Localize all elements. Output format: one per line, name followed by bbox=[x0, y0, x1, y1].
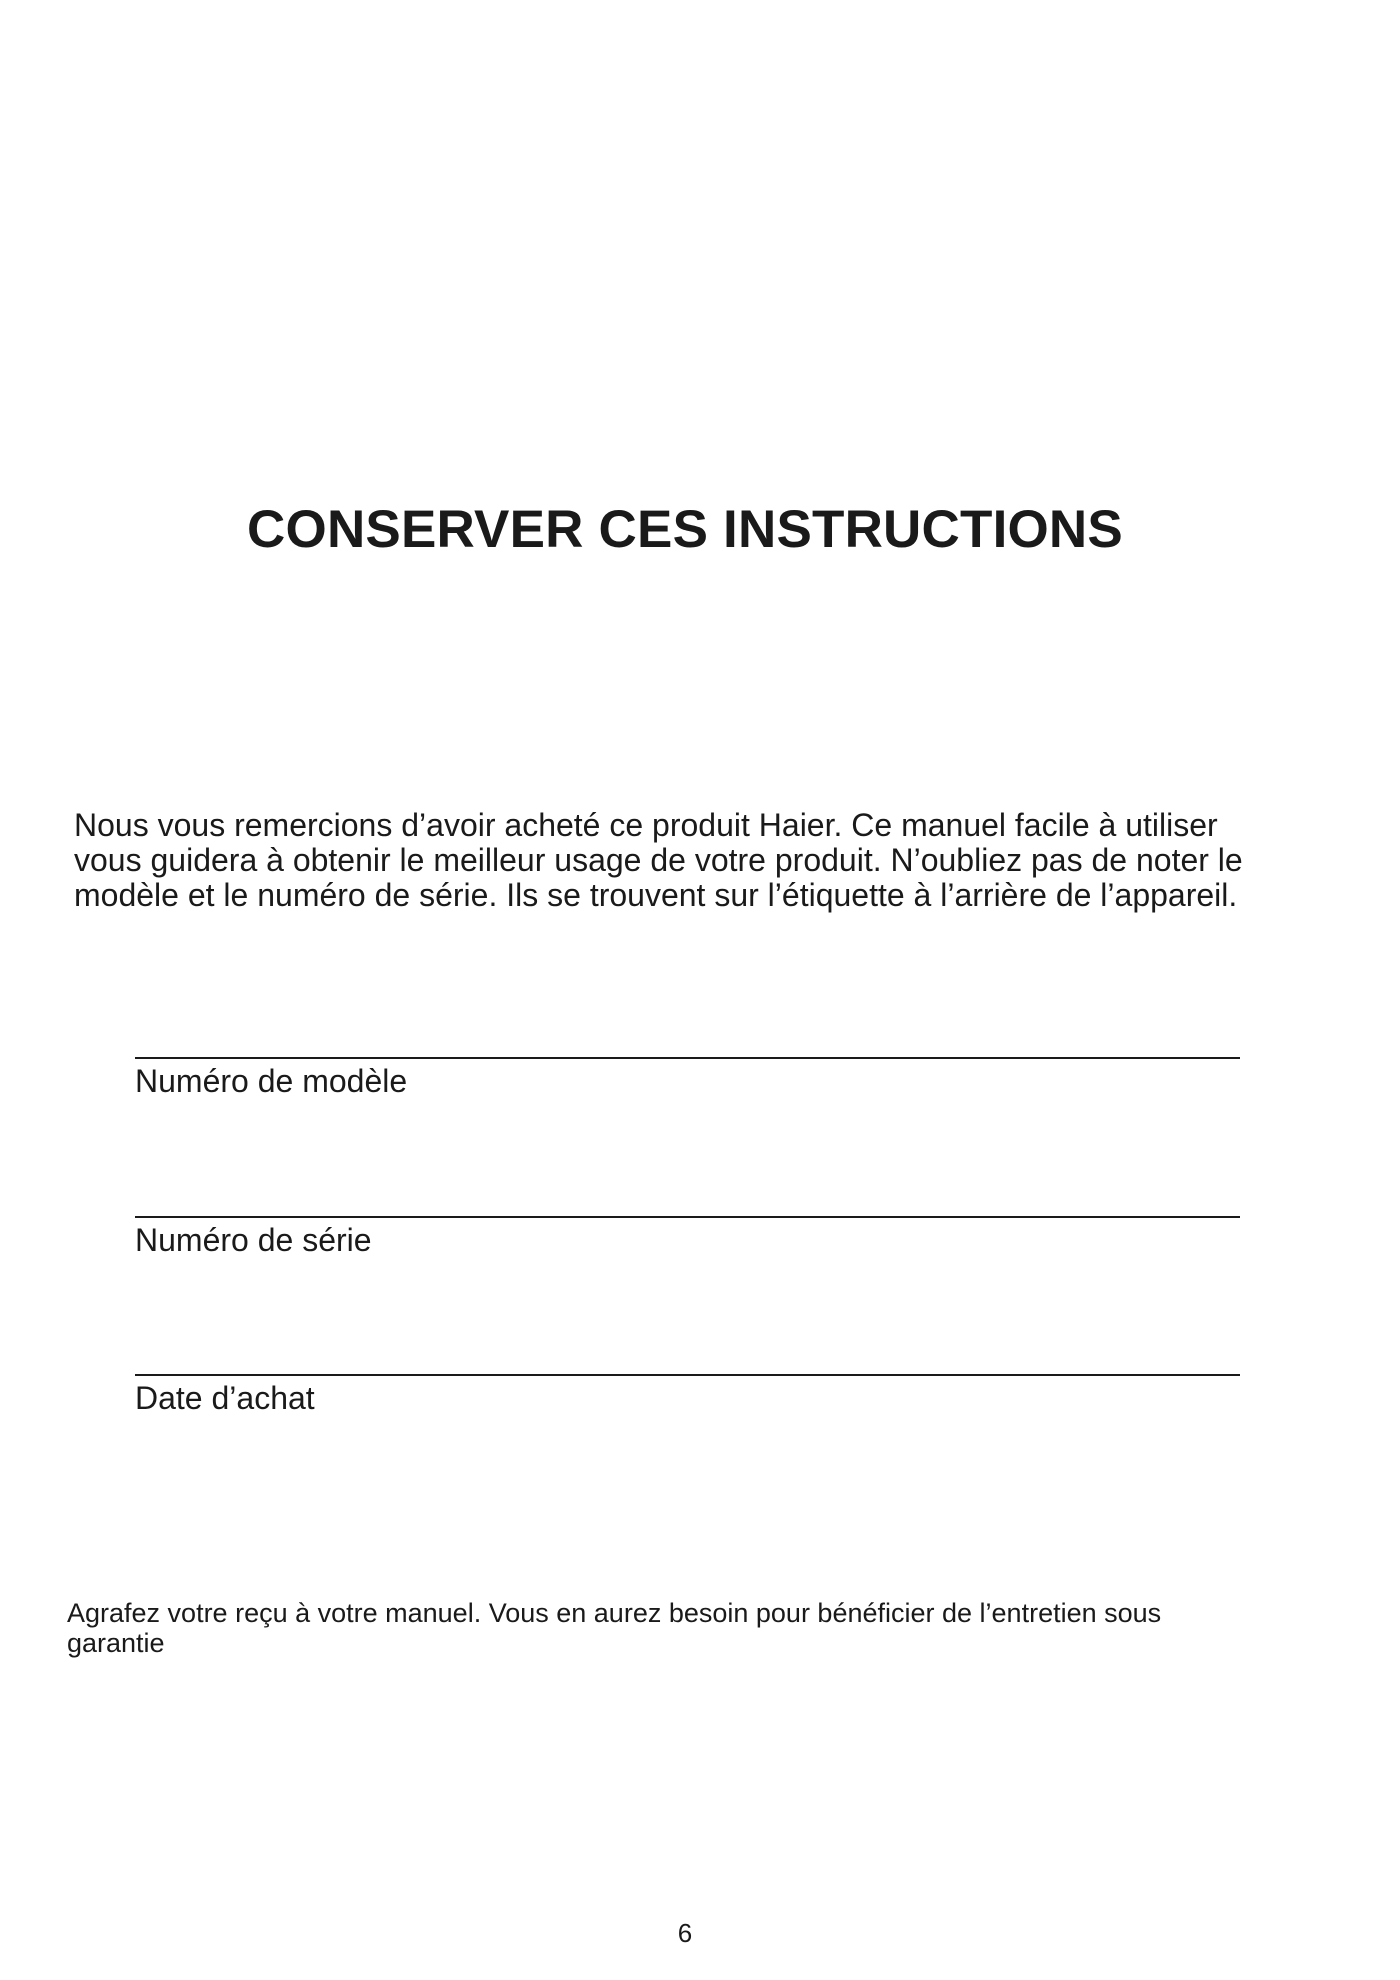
model-number-label: Numéro de modèle bbox=[135, 1063, 408, 1099]
intro-line: modèle et le numéro de série. Ils se trouvent sur l’étiquette à l’arrière de l’appareil. bbox=[74, 877, 1238, 913]
model-number-field bbox=[135, 1057, 1240, 1101]
page-title: CONSERVER CES INSTRUCTIONS bbox=[247, 500, 1123, 559]
serial-number-line bbox=[135, 1216, 1240, 1218]
purchase-date-label: Date d’achat bbox=[135, 1380, 315, 1416]
purchase-date-field bbox=[135, 1374, 1240, 1418]
intro-line: Nous vous remercions d’avoir acheté ce produit Haier. Ce manuel facile à utiliser bbox=[74, 807, 1218, 843]
page-number: 6 bbox=[677, 1918, 693, 1948]
serial-number-field bbox=[135, 1216, 1240, 1260]
receipt-note bbox=[67, 1598, 1267, 1658]
intro-paragraph bbox=[74, 808, 1334, 913]
receipt-note-line: Agrafez votre reçu à votre manuel. Vous en aurez besoin pour bénéficier de l’entretien sous bbox=[67, 1598, 1162, 1628]
purchase-date-line bbox=[135, 1374, 1240, 1376]
receipt-note-line: garantie bbox=[67, 1628, 165, 1658]
intro-line: vous guidera à obtenir le meilleur usage de votre produit. N’oubliez pas de noter le bbox=[74, 842, 1243, 878]
serial-number-label: Numéro de série bbox=[135, 1222, 372, 1258]
model-number-line bbox=[135, 1057, 1240, 1059]
